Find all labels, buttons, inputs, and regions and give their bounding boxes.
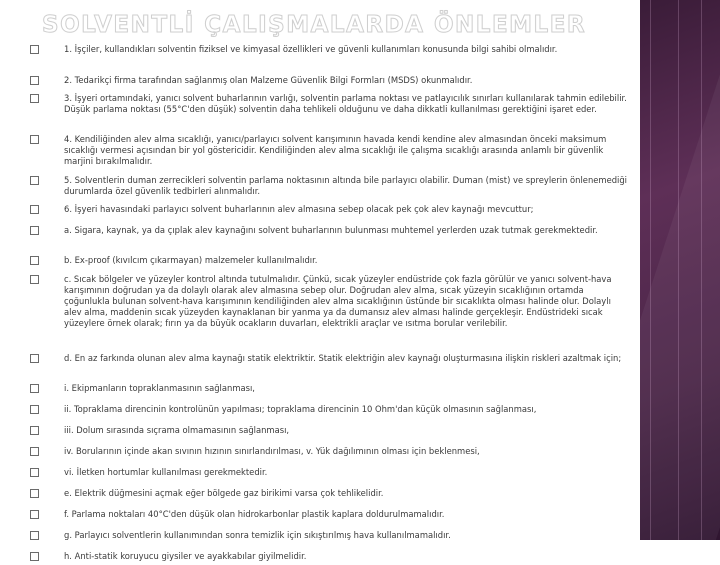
- square-bullet-icon: [30, 176, 39, 185]
- list-item-text: c. Sıcak bölgeler ve yüzeyler kontrol altında tutulmalıdır. Çünkü, sıcak yüzeyler endüstride çok fazla görülür ve yanıcı solvent-hava karışımının doğrudan ya da dolaylı olarak alev almasına sebep olur. Doğrudan alev alma, sıcak yüzeyin sıcaklığının ortamda çoğunlukla bulunan solvent-hava karışımının kendiliğinden alev alma sıcaklığının üstünde bir sıcaklıkta olması halinde olur. Dolaylı alev alma, maddenin sıcak yüzeyden kaynaklanan bir yanma ya da dumansız alev alması halinde gerçekleşir. Endüstrideki sıcak yüzeylere örnek olarak; fırın ya da büyük ocakların duvarları, elektrikli araçlar ve ısıtma borular verilebilir.: [64, 274, 612, 328]
- list-item: [30, 353, 630, 383]
- square-bullet-icon: [30, 205, 39, 214]
- list-item: [30, 551, 630, 565]
- list-item-text: 2. Tedarikçi firma tarafından sağlanmış olan Malzeme Güvenlik Bilgi Formları (MSDS) okunmalıdır.: [64, 75, 473, 85]
- list-item-text: i. Ekipmanların topraklanmasının sağlanması,: [64, 383, 255, 393]
- square-bullet-icon: [30, 45, 39, 54]
- band-gloss: [640, 0, 720, 540]
- list-item-text: 4. Kendiliğinden alev alma sıcaklığı, yanıcı/parlayıcı solvent karışımının havada kendi kendine alev almasından önceki maksimum sıcaklığı vermesi açısından bir yol göstericidir. Kendiliğinden alev alma sıcaklığı ile çalışma sıcaklığı arasında anlamlı bir güvenlik marjini bırakılmalıdır.: [64, 134, 607, 166]
- list-item-text: ii. Topraklama direncinin kontrolünün yapılması; topraklama direncinin 10 Ohm'dan küçük olmasının sağlanması,: [64, 404, 537, 414]
- list-item: [30, 446, 630, 467]
- list-item: [30, 425, 630, 446]
- list-item: [30, 44, 630, 75]
- list-item-text: vi. İletken hortumlar kullanılması gerekmektedir.: [64, 467, 268, 477]
- list-item-text: g. Parlayıcı solventlerin kullanımından sonra temizlik için sıkıştırılmış hava kullanılmamalıdır.: [64, 530, 451, 540]
- list-item-text: 6. İşyeri havasındaki parlayıcı solvent buharlarının alev almasına sebep olacak pek çok alev kaynağı mevcuttur;: [64, 204, 534, 214]
- square-bullet-icon: [30, 510, 39, 519]
- list-item: [30, 255, 630, 274]
- list-item: [30, 204, 630, 225]
- square-bullet-icon: [30, 226, 39, 235]
- square-bullet-icon: [30, 354, 39, 363]
- list-item-text: a. Sigara, kaynak, ya da çıplak alev kaynağını solvent buharlarının bulunması muhtemel yerlerden uzak tutmak gerekmektedir.: [64, 225, 598, 235]
- bullet-list: [30, 44, 630, 565]
- list-item-text: b. Ex-proof (kıvılcım çıkarmayan) malzemeler kullanılmalıdır.: [64, 255, 318, 265]
- list-item: [30, 175, 630, 204]
- square-bullet-icon: [30, 275, 39, 284]
- list-item-text: iii. Dolum sırasında sıçrama olmamasının sağlanması,: [64, 425, 290, 435]
- list-item: [30, 404, 630, 425]
- square-bullet-icon: [30, 94, 39, 103]
- band-line: [650, 0, 651, 540]
- square-bullet-icon: [30, 76, 39, 85]
- list-item-text: e. Elektrik düğmesini açmak eğer bölgede gaz birikimi varsa çok tehlikelidir.: [64, 488, 384, 498]
- decorative-side-band: [640, 0, 720, 540]
- square-bullet-icon: [30, 447, 39, 456]
- square-bullet-icon: [30, 426, 39, 435]
- list-item: [30, 225, 630, 255]
- square-bullet-icon: [30, 489, 39, 498]
- list-item-text: d. En az farkında olunan alev alma kaynağı statik elektriktir. Statik elektriğin alev kaynağı oluşturmasına ilişkin riskleri azaltmak için;: [64, 353, 622, 363]
- list-item: [30, 134, 630, 175]
- square-bullet-icon: [30, 256, 39, 265]
- list-item: [30, 530, 630, 551]
- list-item-text: h. Anti-statik koruyucu giysiler ve ayakkabılar giyilmelidir.: [64, 551, 307, 561]
- square-bullet-icon: [30, 405, 39, 414]
- list-item: [30, 274, 630, 353]
- square-bullet-icon: [30, 531, 39, 540]
- list-item-text: 5. Solventlerin duman zerrecikleri solventin parlama noktasının altında bile parlayıcı olabilir. Duman (mist) ve spreylerin önlenemediği durumlarda özel güvenlik tedbirleri alınmalıdır.: [64, 175, 628, 196]
- list-item: [30, 509, 630, 530]
- list-item: [30, 467, 630, 488]
- list-item: [30, 488, 630, 509]
- band-line: [678, 0, 679, 540]
- list-item-text: 3. İşyeri ortamındaki, yanıcı solvent buharlarının varlığı, solventin parlama noktası ve patlayıcılık sınırları kullanılarak tahmin edilebilir. Düşük parlama noktası (55°C'den düşük) solventin daha tehlikeli olduğunu ve daha dikkatli kullanılması gerektiğini işaret eder.: [64, 93, 627, 114]
- list-item-text: 1. İşçiler, kullandıkları solventin fiziksel ve kimyasal özellikleri ve güvenli kullanımları konusunda bilgi sahibi olmalıdır.: [64, 44, 558, 54]
- list-item-text: iv. Borularının içinde akan sıvının hızının sınırlandırılması, v. Yük dağılımının olması için beklenmesi,: [64, 446, 480, 456]
- square-bullet-icon: [30, 468, 39, 477]
- square-bullet-icon: [30, 552, 39, 561]
- square-bullet-icon: [30, 384, 39, 393]
- square-bullet-icon: [30, 135, 39, 144]
- list-item-text: f. Parlama noktaları 40°C'den düşük olan hidrokarbonlar plastik kaplara doldurulmamalıdır.: [64, 509, 445, 519]
- band-line: [701, 0, 702, 540]
- list-item: [30, 75, 630, 93]
- slide-title: SOLVENTLİ ÇALIŞMALARDA ÖNLEMLER: [42, 12, 587, 38]
- list-item: [30, 93, 630, 134]
- list-item: [30, 383, 630, 404]
